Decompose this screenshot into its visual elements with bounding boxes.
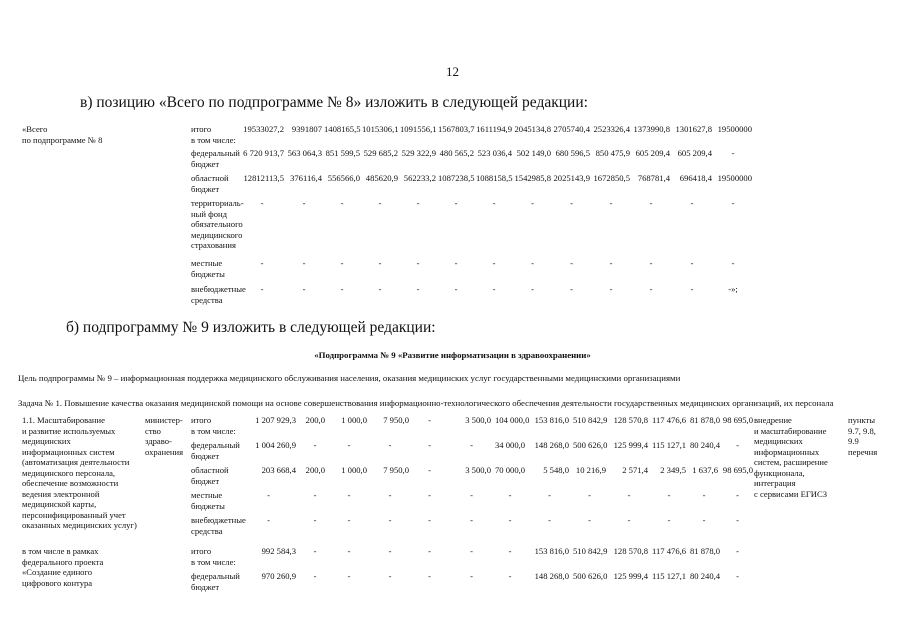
measure-name-line: медицинского персонала, — [22, 467, 116, 478]
value-cell: 500 626,0 — [573, 571, 608, 581]
heading-position-total: в) позицию «Всего по подпрограмме № 8» изложить в следующей редакции: — [80, 94, 588, 111]
value-cell: 80 240,4 — [690, 571, 721, 581]
measure-name-line: медицинских — [22, 436, 71, 446]
value-cell: 128 570,8 — [613, 415, 648, 425]
expected-result-line: интеграция — [754, 478, 796, 488]
value-cell: 850 475,9 — [595, 148, 630, 158]
value-cell: 562233,2 — [403, 173, 436, 183]
executor-line: охранения — [145, 446, 184, 457]
value-cell: - — [260, 258, 264, 268]
value-cell: 992 584,3 — [261, 546, 296, 556]
source-0-line: в том числе: — [191, 134, 236, 145]
value-cell: 851 599,5 — [325, 148, 360, 158]
value-cell: 2 349,5 — [660, 465, 686, 475]
value-cell: - — [570, 284, 573, 294]
measure-name-line: и развитие используемых — [22, 425, 116, 436]
value-cell: - — [609, 258, 613, 268]
source-9b-0-line: итого — [191, 546, 212, 556]
value-cell: 376116,4 — [290, 173, 322, 183]
value-cell: - — [267, 490, 270, 500]
value-cell: - — [313, 546, 317, 556]
value-cell: 1542985,8 — [514, 173, 551, 183]
value-cell: - — [470, 546, 473, 556]
expected-result-line: систем, расширение — [754, 457, 828, 467]
value-cell: 19533027,2 — [243, 124, 284, 134]
value-cell: 12812113,5 — [243, 173, 284, 183]
value-cell: 523 036,4 — [477, 148, 512, 158]
source-9b-1-line: федеральный — [191, 571, 240, 581]
measure-name-line: персонифицированный учет — [22, 509, 126, 520]
value-cell: 529 685,2 — [363, 148, 398, 158]
value-cell: - — [388, 546, 392, 556]
value-cell: 148 268,0 — [534, 571, 569, 581]
value-cell: 500 626,0 — [573, 440, 608, 450]
executor-line: министер- — [145, 415, 183, 425]
source-5-line: средства — [191, 294, 223, 305]
value-cell: - — [570, 198, 573, 208]
source-5-line: внебюджетные — [191, 284, 246, 294]
value-cell: 1 207 929,3 — [255, 415, 296, 425]
expected-result-line: и масштабирование — [754, 425, 827, 436]
value-cell: - — [649, 258, 653, 268]
value-cell: 153 816,0 — [534, 415, 569, 425]
value-cell: - — [609, 284, 613, 294]
value-cell: - — [702, 515, 706, 525]
value-cell: - — [454, 258, 458, 268]
value-cell: 529 322,9 — [401, 148, 436, 158]
project-name-line: цифрового контура — [22, 577, 93, 588]
value-cell: - — [649, 198, 653, 208]
value-cell: - — [454, 198, 458, 208]
value-cell: 104 000,0 — [495, 415, 530, 425]
value-cell: 605 209,4 — [635, 148, 670, 158]
value-cell: 1 637,6 — [692, 465, 718, 475]
source-4-line: бюджеты — [191, 268, 225, 279]
value-cell: - — [731, 148, 735, 158]
source-3-line: обязательного — [191, 219, 243, 229]
source-1-line: федеральный — [191, 148, 240, 158]
value-cell: - — [347, 546, 351, 556]
page-number: 12 — [446, 64, 459, 79]
value-cell: - — [649, 284, 653, 294]
value-cell: - — [508, 546, 512, 556]
value-cell: - — [313, 515, 317, 525]
indicator-ref-line: 9.9 — [848, 436, 859, 446]
project-name-line: «Создание единого — [22, 567, 93, 577]
value-cell: 1 000,0 — [341, 465, 367, 475]
value-cell: 19500000 — [717, 173, 752, 183]
value-cell: 10 216,9 — [575, 465, 606, 475]
value-cell: - — [347, 440, 351, 450]
value-cell: - — [667, 515, 671, 525]
value-cell: - — [588, 490, 591, 500]
value-cell: - — [667, 490, 671, 500]
source-9-0-line: в том числе: — [191, 425, 236, 436]
value-cell: - — [378, 284, 382, 294]
heading-subprogram-9: б) подпрограмму № 9 изложить в следующей редакции: — [66, 319, 436, 336]
expected-result-line: с сервисами ЕГИСЗ — [754, 488, 828, 499]
value-cell: 2 571,4 — [622, 465, 648, 475]
indicator-ref-line: 9.7, 9.8, — [848, 425, 876, 436]
value-cell: 80 240,4 — [690, 440, 721, 450]
value-cell: 1088158,5 — [476, 173, 513, 183]
value-cell: 1567803,7 — [438, 124, 475, 134]
value-cell: 7 950,0 — [383, 415, 409, 425]
source-3-line: территориаль- — [191, 198, 244, 208]
value-cell: 5 548,0 — [543, 465, 569, 475]
value-cell: 128 570,8 — [613, 546, 648, 556]
source-9-3-line: бюджеты — [191, 500, 225, 511]
expected-result-line: внедрение — [754, 415, 792, 425]
value-cell: 81 878,0 — [690, 546, 721, 556]
value-cell: - — [470, 440, 473, 450]
value-cell: - — [548, 490, 551, 500]
total-label: «Всего — [22, 124, 48, 134]
total-label: по подпрограмме № 8 — [22, 134, 103, 145]
value-cell: 115 127,1 — [652, 440, 687, 450]
value-cell: - — [302, 284, 306, 294]
value-cell: 768781,4 — [637, 173, 670, 183]
value-cell: 98 695,0 — [722, 415, 753, 425]
value-cell: 1 000,0 — [341, 415, 367, 425]
value-cell: - — [388, 490, 392, 500]
value-cell: - — [313, 490, 317, 500]
value-cell: 1301627,8 — [675, 124, 712, 134]
value-cell: 1373990,8 — [633, 124, 670, 134]
value-cell: 2025143,9 — [553, 173, 590, 183]
value-cell: - — [531, 258, 534, 268]
value-cell: - — [428, 571, 431, 581]
value-cell: - — [736, 571, 739, 581]
value-cell: - — [313, 440, 317, 450]
value-cell: - — [267, 515, 270, 525]
value-cell: 696418,4 — [679, 173, 712, 183]
value-cell: - — [302, 258, 306, 268]
value-cell: 125 999,4 — [613, 571, 648, 581]
measure-name-line: информационных систем — [22, 446, 115, 457]
value-cell: - — [609, 198, 613, 208]
executor-line: здраво- — [145, 436, 172, 446]
value-cell: 1 004 260,9 — [255, 440, 296, 450]
source-9-0-line: итого — [191, 415, 212, 425]
value-cell: - — [508, 571, 512, 581]
source-9-4-line: средства — [191, 525, 223, 536]
value-cell: 680 596,5 — [555, 148, 590, 158]
value-cell: 2705740,4 — [553, 124, 590, 134]
value-cell: - — [340, 258, 344, 268]
value-cell: - — [492, 284, 496, 294]
value-cell: 7 950,0 — [383, 465, 409, 475]
value-cell: 1611194,9 — [476, 124, 512, 134]
value-cell: - — [702, 490, 706, 500]
value-cell: - — [531, 284, 534, 294]
value-cell: - — [531, 198, 534, 208]
value-cell: 125 999,4 — [613, 440, 648, 450]
value-cell: - — [690, 258, 694, 268]
value-cell: 1015306,1 — [362, 124, 399, 134]
source-2-line: бюджет — [191, 183, 220, 194]
value-cell: - — [690, 284, 694, 294]
value-cell: 502 149,0 — [516, 148, 551, 158]
value-cell: - — [470, 515, 473, 525]
value-cell: - — [548, 515, 551, 525]
value-cell: - — [416, 284, 420, 294]
value-cell: 1087238,5 — [438, 173, 475, 183]
value-cell: 98 695,0 — [722, 465, 753, 475]
value-cell: - — [416, 258, 420, 268]
value-cell: 148 268,0 — [534, 440, 569, 450]
value-cell: 70 000,0 — [495, 465, 526, 475]
value-cell: - — [470, 490, 473, 500]
value-cell: - — [388, 440, 392, 450]
value-cell: - — [428, 546, 431, 556]
value-cell: - — [428, 440, 431, 450]
value-cell: 605 209,4 — [677, 148, 712, 158]
value-cell: 2045134,8 — [514, 124, 551, 134]
value-cell: - — [416, 198, 420, 208]
value-cell: - — [454, 284, 458, 294]
value-cell: 34 000,0 — [495, 440, 526, 450]
value-cell: - — [588, 515, 591, 525]
value-cell: - — [492, 198, 496, 208]
value-cell: -»; — [728, 284, 738, 294]
measure-name-line: оказанных медицинских услуг) — [22, 520, 137, 530]
measure-name-line: (автоматизация деятельности — [22, 457, 130, 467]
value-cell: - — [347, 571, 351, 581]
value-cell: - — [492, 258, 496, 268]
value-cell: - — [736, 490, 739, 500]
value-cell: - — [428, 515, 431, 525]
value-cell: 1408165,5 — [324, 124, 361, 134]
value-cell: - — [428, 465, 431, 475]
source-0-line: итого — [191, 124, 212, 134]
value-cell: - — [340, 284, 344, 294]
expected-result-line: информационных — [754, 446, 820, 457]
value-cell: 19500000 — [717, 124, 752, 134]
value-cell: - — [508, 490, 512, 500]
value-cell: 2523326,4 — [593, 124, 630, 134]
value-cell: 117 476,6 — [652, 546, 687, 556]
value-cell: 81 878,0 — [690, 415, 721, 425]
indicator-ref-line: пункты — [848, 415, 876, 425]
value-cell: 6 720 913,7 — [243, 148, 284, 158]
value-cell: 480 565,2 — [439, 148, 474, 158]
value-cell: 117 476,6 — [652, 415, 687, 425]
source-9-2-line: областной — [191, 465, 229, 475]
value-cell: 3 500,0 — [465, 465, 491, 475]
value-cell: 203 668,4 — [261, 465, 296, 475]
value-cell: - — [428, 490, 431, 500]
value-cell: 563 064,3 — [287, 148, 322, 158]
value-cell: - — [313, 571, 317, 581]
expected-result-line: медицинских — [754, 436, 803, 446]
value-cell: - — [690, 198, 694, 208]
value-cell: 510 842,9 — [573, 415, 608, 425]
value-cell: 115 127,1 — [652, 571, 687, 581]
value-cell: - — [378, 258, 382, 268]
source-3-line: ный фонд — [191, 208, 227, 219]
value-cell: - — [736, 546, 739, 556]
value-cell: - — [627, 515, 631, 525]
value-cell: - — [570, 258, 573, 268]
subprogram-9-title: «Подпрограмма № 9 «Развитие информатизации в здравоохранении» — [314, 350, 591, 360]
measure-name-line: ведения электронной — [22, 488, 100, 499]
source-9-2-line: бюджет — [191, 475, 220, 486]
value-cell: - — [302, 198, 306, 208]
expected-result-line: функционала, — [754, 467, 805, 478]
value-cell: - — [736, 440, 739, 450]
value-cell: 556566,0 — [327, 173, 360, 183]
source-9b-1-line: бюджет — [191, 581, 220, 592]
project-name-line: федерального проекта — [22, 556, 104, 567]
value-cell: - — [470, 571, 473, 581]
value-cell: - — [260, 284, 264, 294]
value-cell: - — [260, 198, 264, 208]
value-cell: 9391807 — [291, 124, 322, 134]
value-cell: 200,0 — [305, 415, 325, 425]
measure-name-line: 1.1. Масштабирование — [22, 415, 105, 425]
source-9b-0-line: в том числе: — [191, 556, 236, 567]
measure-name-line: обеспечение возможности — [22, 478, 119, 488]
task-1: Задача № 1. Повышение качества оказания медицинской помощи на основе совершенствования информационно-технологического обеспечения деятельности государственных медицинских организаций, их персонала — [18, 398, 834, 408]
value-cell: 1091556,1 — [400, 124, 437, 134]
value-cell: - — [388, 571, 392, 581]
value-cell: - — [731, 258, 735, 268]
source-4-line: местные — [191, 258, 223, 268]
indicator-ref-line: перечня — [848, 446, 878, 457]
source-3-line: медицинского — [191, 229, 243, 240]
source-2-line: областной — [191, 173, 229, 183]
source-9-4-line: внебюджетные — [191, 515, 246, 525]
value-cell: - — [347, 515, 351, 525]
value-cell: - — [736, 515, 739, 525]
source-9-1-line: бюджет — [191, 450, 220, 461]
value-cell: 510 842,9 — [573, 546, 608, 556]
value-cell: 970 260,9 — [261, 571, 296, 581]
measure-name-line: медицинской карты, — [22, 499, 97, 509]
executor-line: ство — [145, 425, 161, 436]
value-cell: - — [508, 515, 512, 525]
value-cell: 3 500,0 — [465, 415, 491, 425]
value-cell: 153 816,0 — [534, 546, 569, 556]
value-cell: - — [731, 198, 735, 208]
value-cell: - — [340, 198, 344, 208]
source-9-1-line: федеральный — [191, 440, 240, 450]
value-cell: - — [347, 490, 351, 500]
value-cell: 200,0 — [305, 465, 325, 475]
value-cell: 1672850,5 — [593, 173, 630, 183]
source-3-line: страхования — [191, 240, 236, 250]
value-cell: - — [428, 415, 431, 425]
project-name-line: в том числе в рамках — [22, 546, 99, 556]
value-cell: - — [388, 515, 392, 525]
value-cell: 485620,9 — [365, 173, 398, 183]
source-9-3-line: местные — [191, 490, 223, 500]
value-cell: - — [627, 490, 631, 500]
subprogram-goal: Цель подпрограммы № 9 – информационная поддержка медицинского обслуживания населения, оказания медицинских услуг государственными медицинскими организациями — [18, 373, 681, 383]
value-cell: - — [378, 198, 382, 208]
source-1-line: бюджет — [191, 158, 220, 169]
